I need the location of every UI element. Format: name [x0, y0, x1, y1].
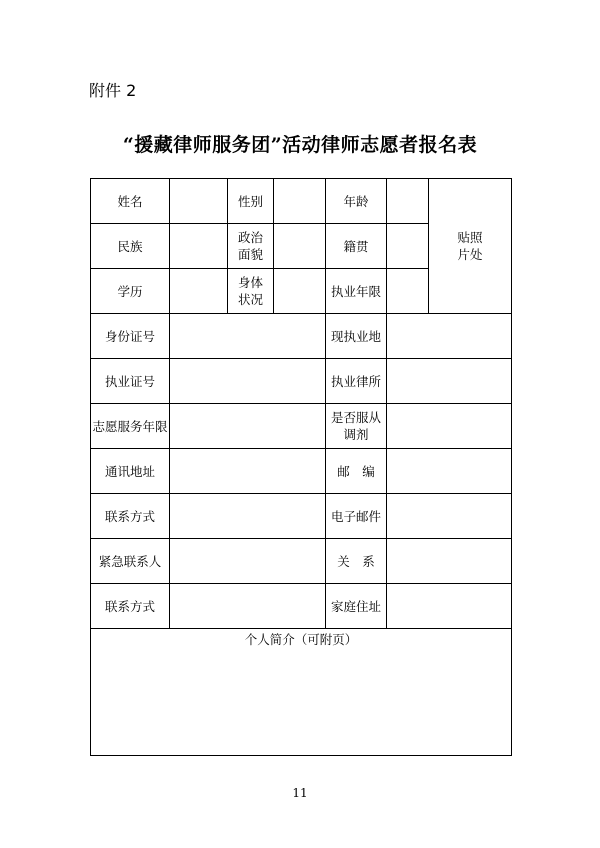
native-place-label: 籍贯	[326, 224, 387, 269]
political-status-field[interactable]	[274, 224, 326, 269]
bio-label: 个人简介（可附页）	[244, 632, 358, 647]
volunteer-years-label: 志愿服务年限	[91, 404, 170, 449]
accept-assignment-text: 是否服从 调剂	[330, 410, 381, 442]
bio-area[interactable]	[91, 629, 512, 756]
photo-label: 贴照 片处	[457, 230, 483, 262]
table-row	[91, 359, 512, 404]
name-label: 姓名	[91, 179, 170, 224]
id-number-label: 身份证号	[91, 314, 170, 359]
name-field[interactable]	[170, 179, 228, 224]
table-row	[91, 179, 512, 224]
political-status-label	[228, 224, 274, 269]
table-row	[91, 539, 512, 584]
practice-location-label: 现执业地	[326, 314, 387, 359]
home-address-label: 家庭住址	[326, 584, 387, 629]
relation-field[interactable]	[387, 539, 512, 584]
practice-years-field[interactable]	[387, 269, 429, 314]
address-field[interactable]	[170, 449, 326, 494]
contact2-field[interactable]	[170, 584, 326, 629]
table-row	[91, 449, 512, 494]
table-row	[91, 584, 512, 629]
table-row	[91, 629, 512, 756]
health-field[interactable]	[274, 269, 326, 314]
accept-assignment-label	[326, 404, 387, 449]
contact-label: 联系方式	[91, 494, 170, 539]
volunteer-years-field[interactable]	[170, 404, 326, 449]
address-label: 通讯地址	[91, 449, 170, 494]
home-address-field[interactable]	[387, 584, 512, 629]
ethnicity-label: 民族	[91, 224, 170, 269]
gender-field[interactable]	[274, 179, 326, 224]
ethnicity-field[interactable]	[170, 224, 228, 269]
law-firm-field[interactable]	[387, 359, 512, 404]
table-row	[91, 314, 512, 359]
accept-assignment-field[interactable]	[387, 404, 512, 449]
email-field[interactable]	[387, 494, 512, 539]
id-number-field[interactable]	[170, 314, 326, 359]
education-field[interactable]	[170, 269, 228, 314]
age-field[interactable]	[387, 179, 429, 224]
relation-label: 关 系	[326, 539, 387, 584]
contact-field[interactable]	[170, 494, 326, 539]
health-label	[228, 269, 274, 314]
form-title: “援藏律师服务团”活动律师志愿者报名表	[122, 134, 478, 156]
health-text: 身体 状况	[237, 275, 263, 307]
gender-label: 性别	[228, 179, 274, 224]
law-firm-label: 执业律所	[326, 359, 387, 404]
table-row	[91, 404, 512, 449]
license-number-field[interactable]	[170, 359, 326, 404]
registration-form-table	[90, 178, 512, 756]
photo-area[interactable]	[429, 179, 512, 314]
page-number: 11	[292, 786, 308, 800]
attachment-label: 附件 2	[89, 81, 137, 100]
contact2-label: 联系方式	[91, 584, 170, 629]
postcode-field[interactable]	[387, 449, 512, 494]
license-number-label: 执业证号	[91, 359, 170, 404]
table-row	[91, 494, 512, 539]
age-label: 年龄	[326, 179, 387, 224]
postcode-label: 邮 编	[326, 449, 387, 494]
emergency-contact-label: 紧急联系人	[91, 539, 170, 584]
education-label: 学历	[91, 269, 170, 314]
emergency-contact-field[interactable]	[170, 539, 326, 584]
practice-location-field[interactable]	[387, 314, 512, 359]
practice-years-label: 执业年限	[326, 269, 387, 314]
email-label: 电子邮件	[326, 494, 387, 539]
native-place-field[interactable]	[387, 224, 429, 269]
political-status-text: 政治 面貌	[237, 230, 263, 262]
